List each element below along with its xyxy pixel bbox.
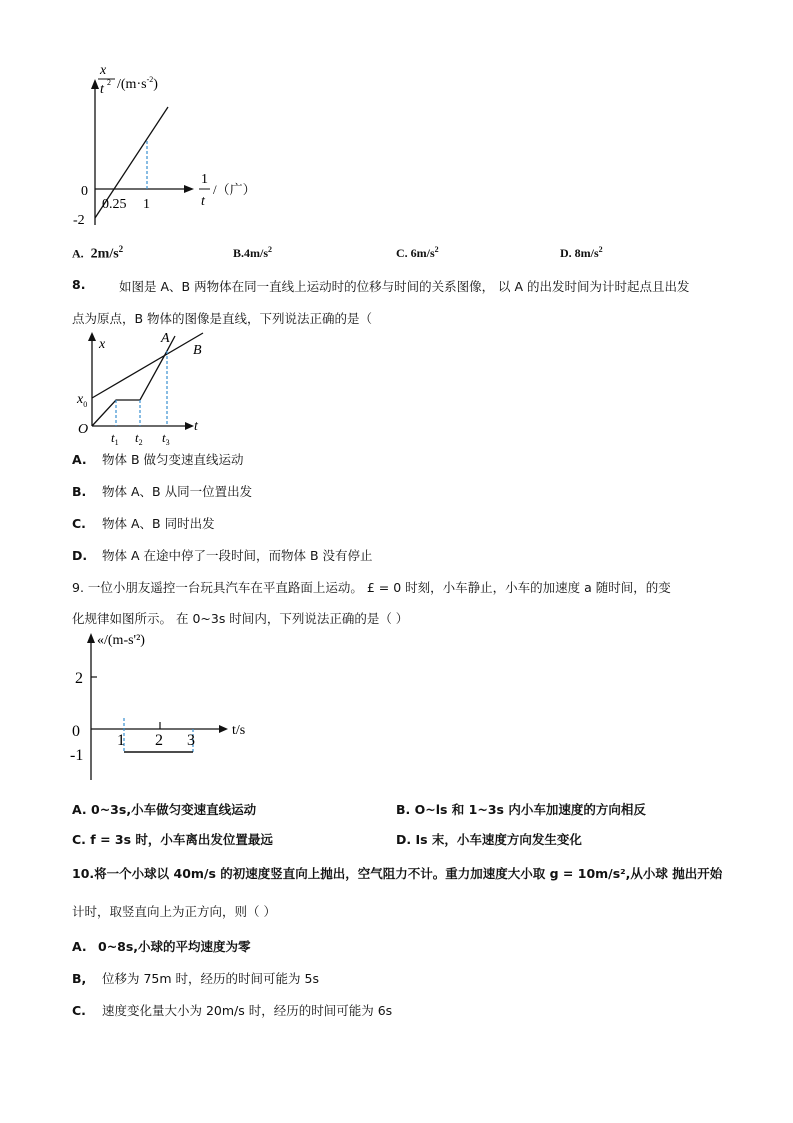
q10-stem-line2: 计时，取竖直向上为正方向，则（ ） xyxy=(72,904,276,919)
q10-option-c-key: C. xyxy=(72,1003,86,1018)
q8-stem-line2: 点为原点，B 物体的图像是直线，下列说法正确的是（ xyxy=(72,311,373,326)
figure-acceleration-time xyxy=(62,628,262,786)
fig2-t2-label: $t_2$ xyxy=(135,430,143,447)
fig2-line-b xyxy=(92,333,203,398)
fig3-y-arrow xyxy=(87,633,95,643)
q10-stem-line1: 10.将一个小球以 40m/s 的初速度竖直向上抛出，空气阻力不计。重力加速度大小取 g = 10m/s²,从小球 抛出开始 xyxy=(72,866,723,881)
q8-stem-line1: 如图是 A、B 两物体在同一直线上运动时的位移与时间的关系图像， 以 A 的出发时间为计时起点且出发 xyxy=(119,279,690,294)
q10-option-c[interactable] xyxy=(72,1001,392,1019)
fig3-tick-x3: 3 xyxy=(187,732,195,749)
fig2-x-arrow xyxy=(185,422,194,430)
fig2-x0-label: $x_0$ xyxy=(77,392,88,409)
fig1-xlabel-unit: /（广） xyxy=(213,182,256,197)
q8-option-c-text: 物体 A、B 同时出发 xyxy=(102,516,215,531)
q8-option-d-key: D. xyxy=(72,548,88,563)
q7-option-d-key: D. xyxy=(560,246,572,260)
q10-option-b[interactable] xyxy=(72,969,319,987)
q8-option-b[interactable] xyxy=(72,482,252,500)
figure-xt2-vs-inverse-t xyxy=(60,55,270,230)
fig3-tick-y2: 2 xyxy=(75,670,83,687)
q10-option-a-text: 0~8s,小球的平均速度为零 xyxy=(98,939,251,954)
q7-option-b-sup: 2 xyxy=(268,245,273,254)
fig1-ylabel-unit: $/(m\cdot s^{-2})$ xyxy=(117,75,158,92)
q7-option-d[interactable] xyxy=(560,245,603,261)
fig1-x-arrow xyxy=(184,185,194,193)
fig1-tick-yneg: -2 xyxy=(73,213,85,228)
fig3-x-label: t/s xyxy=(232,723,246,738)
q8-option-d[interactable] xyxy=(72,546,373,564)
fig3-tick-x1: 1 xyxy=(117,732,125,749)
q9-option-c[interactable]: C. f = 3s 时，小车离出发位置最远 xyxy=(72,832,273,847)
q8-option-a[interactable] xyxy=(72,450,244,468)
q10-option-a-key: A. xyxy=(72,939,87,954)
fig1-ylabel-num: x xyxy=(100,63,107,78)
q7-option-d-sup: 2 xyxy=(598,245,603,254)
fig2-t1-label: $t_1$ xyxy=(111,430,119,447)
q7-option-a[interactable] xyxy=(72,244,123,263)
q7-option-a-text: 2m/s xyxy=(90,246,119,262)
fig1-xlabel-num: 1 xyxy=(201,172,208,187)
q8-number: 8. xyxy=(72,277,86,292)
fig3-y-label: «/(m-s'²) xyxy=(97,633,145,648)
fig2-y-arrow xyxy=(88,332,96,341)
fig3-x-arrow xyxy=(219,725,228,733)
q7-option-c-sup: 2 xyxy=(434,245,439,254)
q7-option-b-key: B. xyxy=(233,246,245,260)
q8-option-d-text: 物体 A 在途中停了一段时间，而物体 B 没有停止 xyxy=(102,548,373,563)
q8-option-b-key: B. xyxy=(72,484,87,499)
q7-option-c-key: C. xyxy=(396,246,408,260)
q9-option-b[interactable]: B. O~ls 和 1~3s 内小车加速度的方向相反 xyxy=(396,802,646,817)
fig2-x-axis-label: t xyxy=(194,419,198,434)
q10-option-c-text: 速度变化量大小为 20m/s 时，经历的时间可能为 6s xyxy=(102,1003,393,1018)
q7-option-c-text: 6m/s xyxy=(410,246,435,260)
q7-option-a-key: A. xyxy=(72,246,84,261)
q9-option-d[interactable]: D. Is 末，小车速度方向发生变化 xyxy=(396,832,582,847)
q10-option-b-text: 位移为 75m 时，经历的时间可能为 5s xyxy=(102,971,319,986)
figure-xt-graph-ab xyxy=(70,326,220,448)
q7-option-c[interactable] xyxy=(396,245,439,261)
q7-option-a-sup: 2 xyxy=(118,244,124,254)
q8-option-a-text: 物体 B 做匀变速直线运动 xyxy=(102,452,244,467)
fig1-y-arrow xyxy=(91,79,99,89)
fig3-tick-origin: 0 xyxy=(72,723,80,740)
fig3-tick-x2: 2 xyxy=(155,732,163,749)
fig1-tick-origin: 0 xyxy=(81,184,88,199)
q7-option-d-text: 8m/s xyxy=(574,246,599,260)
fig2-label-a: A xyxy=(161,331,170,346)
q10-option-a[interactable] xyxy=(72,937,251,955)
fig1-tick-x2: 1 xyxy=(143,197,150,212)
fig3-tick-yneg: -1 xyxy=(70,747,84,764)
fig2-y-axis-label: x xyxy=(99,337,106,352)
q9-option-a[interactable]: A. 0~3s,小车做匀变速直线运动 xyxy=(72,802,257,817)
fig1-tick-x1: 0.25 xyxy=(102,197,127,212)
q9-stem-line1: 9. 一位小朋友遥控一台玩具汽车在平直路面上运动。 £ = 0 时刻，小车静止，小车的加速度 a 随时间，的变 xyxy=(72,580,671,595)
q9-stem-line2: 化规律如图所示。 在 0~3s 时间内，下列说法正确的是（ ） xyxy=(72,611,409,626)
fig1-ylabel-den: t xyxy=(100,82,104,97)
fig1-xlabel-den: t xyxy=(201,194,205,209)
q8-option-b-text: 物体 A、B 从同一位置出发 xyxy=(102,484,253,499)
q8-option-c-key: C. xyxy=(72,516,86,531)
fig2-origin-label: O xyxy=(78,422,89,437)
fig1-ylabel-den-exp: 2 xyxy=(107,78,111,87)
fig2-t3-label: $t_3$ xyxy=(162,430,170,447)
q7-option-b[interactable] xyxy=(233,245,272,261)
q10-option-b-key: B, xyxy=(72,971,87,986)
fig2-label-b: B xyxy=(193,343,202,358)
q8-option-c[interactable] xyxy=(72,514,215,532)
q8-option-a-key: A. xyxy=(72,452,87,467)
q7-option-b-text: 4m/s xyxy=(244,246,269,260)
